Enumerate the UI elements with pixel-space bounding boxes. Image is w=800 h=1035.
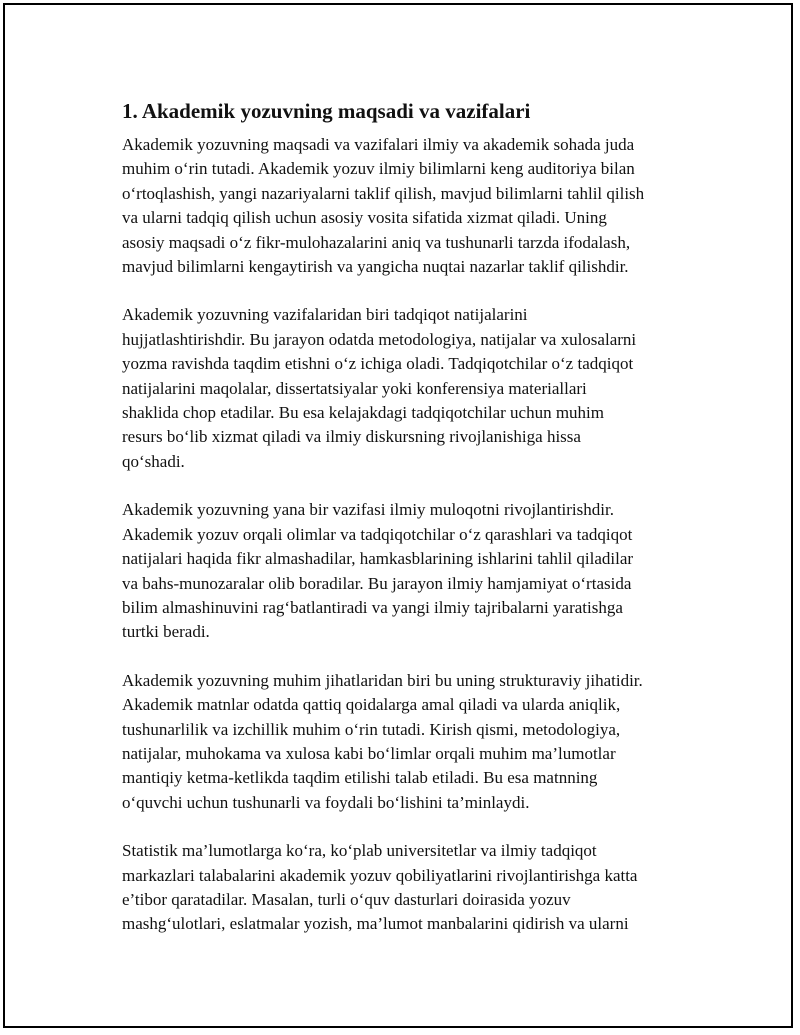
text-line: bilim almashinuvini rag‘batlantiradi va yangi ilmiy tajribalarni yaratishga [122,597,623,617]
section-heading: 1. Akademik yozuvning maqsadi va vazifalari [122,99,531,123]
paragraph-1 [122,133,698,279]
text-line: va ularni tadqiq qilish uchun asosiy vosita sifatida xizmat qiladi. Uning [122,208,607,228]
text-line: Akademik yozuvning yana bir vazifasi ilmiy muloqotni rivojlantirishdir. [122,500,614,520]
text-line: Statistik ma’lumotlarga ko‘ra, ko‘plab universitetlar va ilmiy tadqiqot [122,841,597,861]
paragraph-2 [122,303,698,474]
text-line: turtki beradi. [122,622,210,642]
text-line: mantiqiy ketma-ketlikda taqdim etilishi talab etiladi. Bu esa matnning [122,768,598,788]
text-line: Akademik yozuvning muhim jihatlaridan biri bu uning strukturaviy jihatidir. [122,670,643,690]
text-line: natijalari haqida fikr almashadilar, hamkasblarining ishlarini tahlil qiladilar [122,549,634,569]
text-line: hujjatlashtirishdir. Bu jarayon odatda metodologiya, natijalar va xulosalarni [122,329,637,349]
page-frame [3,3,793,1028]
text-line: muhim o‘rin tutadi. Akademik yozuv ilmiy bilimlarni keng auditoriya bilan [122,159,635,179]
text-line: qo‘shadi. [122,451,185,471]
text-line: mashg‘ulotlari, eslatmalar yozish, ma’lumot manbalarini qidirish va ularni [122,914,629,934]
text-line: resurs bo‘lib xizmat qiladi va ilmiy diskursning rivojlanishiga hissa [122,427,581,447]
text-line: tushunarlilik va izchillik muhim o‘rin tutadi. Kirish qismi, metodologiya, [122,719,621,739]
text-line: Akademik matnlar odatda qattiq qoidalarga amal qiladi va ularda aniqlik, [122,695,621,715]
text-line: o‘quvchi uchun tushunarli va foydali bo‘lishini ta’minlaydi. [122,792,530,812]
paragraph-5 [122,839,698,937]
paragraph-3 [122,498,698,644]
text-line: shaklida chop etadilar. Bu esa kelajakdagi tadqiqotchilar uchun muhim [122,403,605,423]
text-line: markazlari talabalarini akademik yozuv qobiliyatlarini rivojlantirishga katta [122,865,638,885]
text-line: Akademik yozuvning vazifalaridan biri tadqiqot natijalarini [122,305,528,325]
text-line: yozma ravishda taqdim etishni o‘z ichiga oladi. Tadqiqotchilar o‘z tadqiqot [122,354,634,374]
text-line: va bahs-munozaralar olib boradilar. Bu jarayon ilmiy hamjamiyat o‘rtasida [122,573,632,593]
text-line: o‘rtoqlashish, yangi nazariyalarni taklif qilish, mavjud bilimlarni tahlil qilish [122,183,645,203]
text-line: natijalar, muhokama va xulosa kabi bo‘limlar orqali muhim ma’lumotlar [122,743,616,763]
text-line: natijalarini maqolalar, dissertatsiyalar yoki konferensiya materiallari [122,378,587,398]
paragraph-4 [122,669,698,815]
text-line: e’tibor qaratadilar. Masalan, turli o‘quv dasturlari doirasida yozuv [122,889,571,909]
text-line: mavjud bilimlarni kengaytirish va yangicha nuqtai nazarlar taklif qilishdir. [122,257,629,277]
text-line: Akademik yozuv orqali olimlar va tadqiqotchilar o‘z qarashlari va tadqiqot [122,524,633,544]
text-line: asosiy maqsadi o‘z fikr-mulohazalarini aniq va tushunarli tarzda ifodalash, [122,232,631,252]
text-line: Akademik yozuvning maqsadi va vazifalari ilmiy va akademik sohada juda [122,135,635,154]
document-body [122,97,698,961]
